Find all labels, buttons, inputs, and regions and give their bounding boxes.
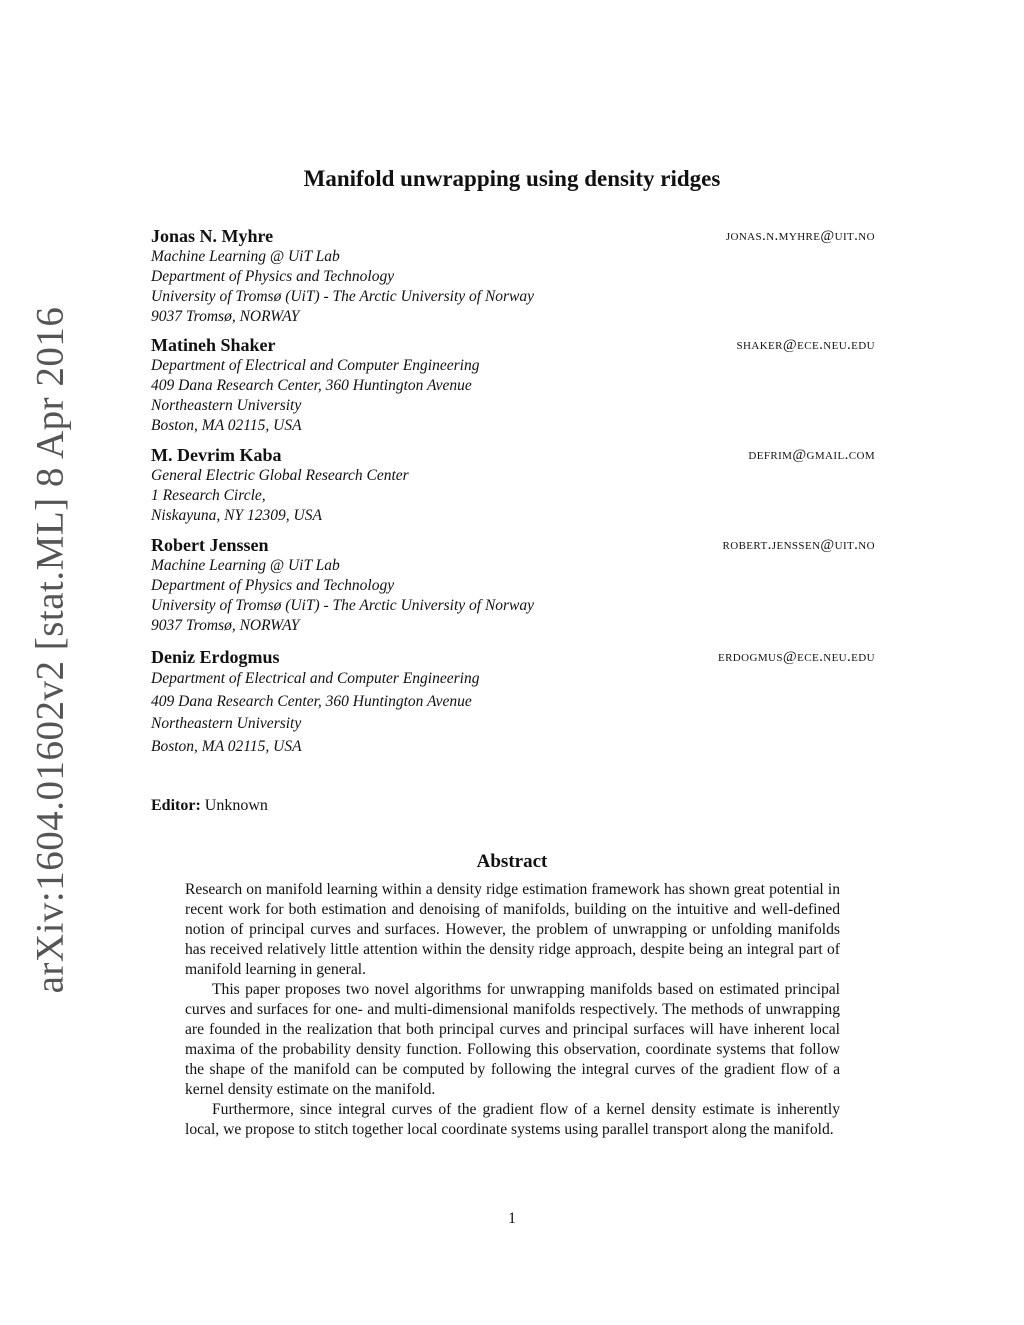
editor-value: Unknown xyxy=(204,797,268,814)
affiliation-line: 9037 Tromsø, NORWAY xyxy=(151,617,300,634)
author-name: M. Devrim Kaba xyxy=(151,445,282,465)
affiliation-line: Machine Learning @ UiT Lab xyxy=(151,557,340,574)
author-block xyxy=(151,646,875,758)
page-number: 1 xyxy=(508,1210,516,1227)
affiliation-line: General Electric Global Research Center xyxy=(151,467,409,484)
author-email[interactable]: robert.jenssen@uit.no xyxy=(722,537,875,553)
author-email[interactable]: defrim@gmail.com xyxy=(748,447,875,463)
author-name: Deniz Erdogmus xyxy=(151,647,280,667)
affiliation-line: University of Tromsø (UiT) - The Arctic University of Norway xyxy=(151,597,535,614)
abstract-heading: Abstract xyxy=(476,851,548,872)
affiliation-line: Boston, MA 02115, USA xyxy=(151,737,302,755)
affiliation-line: Department of Physics and Technology xyxy=(151,577,395,594)
affiliation-line: 409 Dana Research Center, 360 Huntington Avenue xyxy=(151,692,472,710)
affiliation-line: Department of Physics and Technology xyxy=(151,268,395,285)
author-block xyxy=(151,334,875,436)
affiliation-line: Northeastern University xyxy=(151,715,302,732)
author-email[interactable]: erdogmus@ece.neu.edu xyxy=(717,649,875,665)
author-name: Jonas N. Myhre xyxy=(151,226,274,246)
author-email[interactable]: jonas.n.myhre@uit.no xyxy=(725,228,875,244)
author-block xyxy=(151,534,875,636)
affiliation-line: 409 Dana Research Center, 360 Huntington Avenue xyxy=(151,377,472,394)
editor-label: Editor: xyxy=(151,797,201,814)
affiliation-line: Boston, MA 02115, USA xyxy=(151,417,302,434)
paper-title: Manifold unwrapping using density ridges xyxy=(303,166,721,191)
abstract-body xyxy=(185,880,840,1140)
abstract-paragraph: This paper proposes two novel algorithms for unwrapping manifolds based on estimated principal curves and surfaces for one- and multi-dimensional manifolds respectively. The methods of unwrapping are founded in the realization that both principal curves and principal surfaces will have inherent local maxima of the probability density function. Following this observation, coordinate systems that follow the shape of the manifold can be computed by following the integral curves of the gradient flow of a kernel density estimate on the manifold. xyxy=(185,981,840,1098)
author-name: Robert Jenssen xyxy=(151,535,269,555)
affiliation-line: Machine Learning @ UiT Lab xyxy=(151,248,340,265)
abstract-paragraph: Research on manifold learning within a density ridge estimation framework has shown great potential in recent work for both estimation and denoising of manifolds, building on the intuitive and well-defined notion of principal curves and surfaces. However, the problem of unwrapping or unfolding manifolds has received relatively little attention within the density ridge approach, despite being an integral part of manifold learning in general. xyxy=(185,881,840,978)
affiliation-line: Department of Electrical and Computer Engineering xyxy=(151,670,480,687)
arxiv-identifier: arXiv:1604.01602v2 [stat.ML] 8 Apr 2016 xyxy=(28,306,72,994)
affiliation-line: Northeastern University xyxy=(151,397,302,414)
editor-line xyxy=(151,797,268,815)
affiliation-line: 9037 Tromsø, NORWAY xyxy=(151,308,300,325)
author-block xyxy=(151,225,875,327)
affiliation-line: Niskayuna, NY 12309, USA xyxy=(151,507,322,524)
abstract-paragraph: Furthermore, since integral curves of the gradient flow of a kernel density estimate is inherently local, we propose to stitch together local coordinate systems using parallel transport along the manifold. xyxy=(185,1101,840,1138)
author-name: Matineh Shaker xyxy=(151,335,276,355)
author-email[interactable]: shaker@ece.neu.edu xyxy=(736,337,875,353)
affiliation-line: University of Tromsø (UiT) - The Arctic University of Norway xyxy=(151,288,535,305)
affiliation-line: Department of Electrical and Computer Engineering xyxy=(151,357,480,374)
author-block xyxy=(151,444,875,526)
affiliation-line: 1 Research Circle, xyxy=(151,487,266,504)
